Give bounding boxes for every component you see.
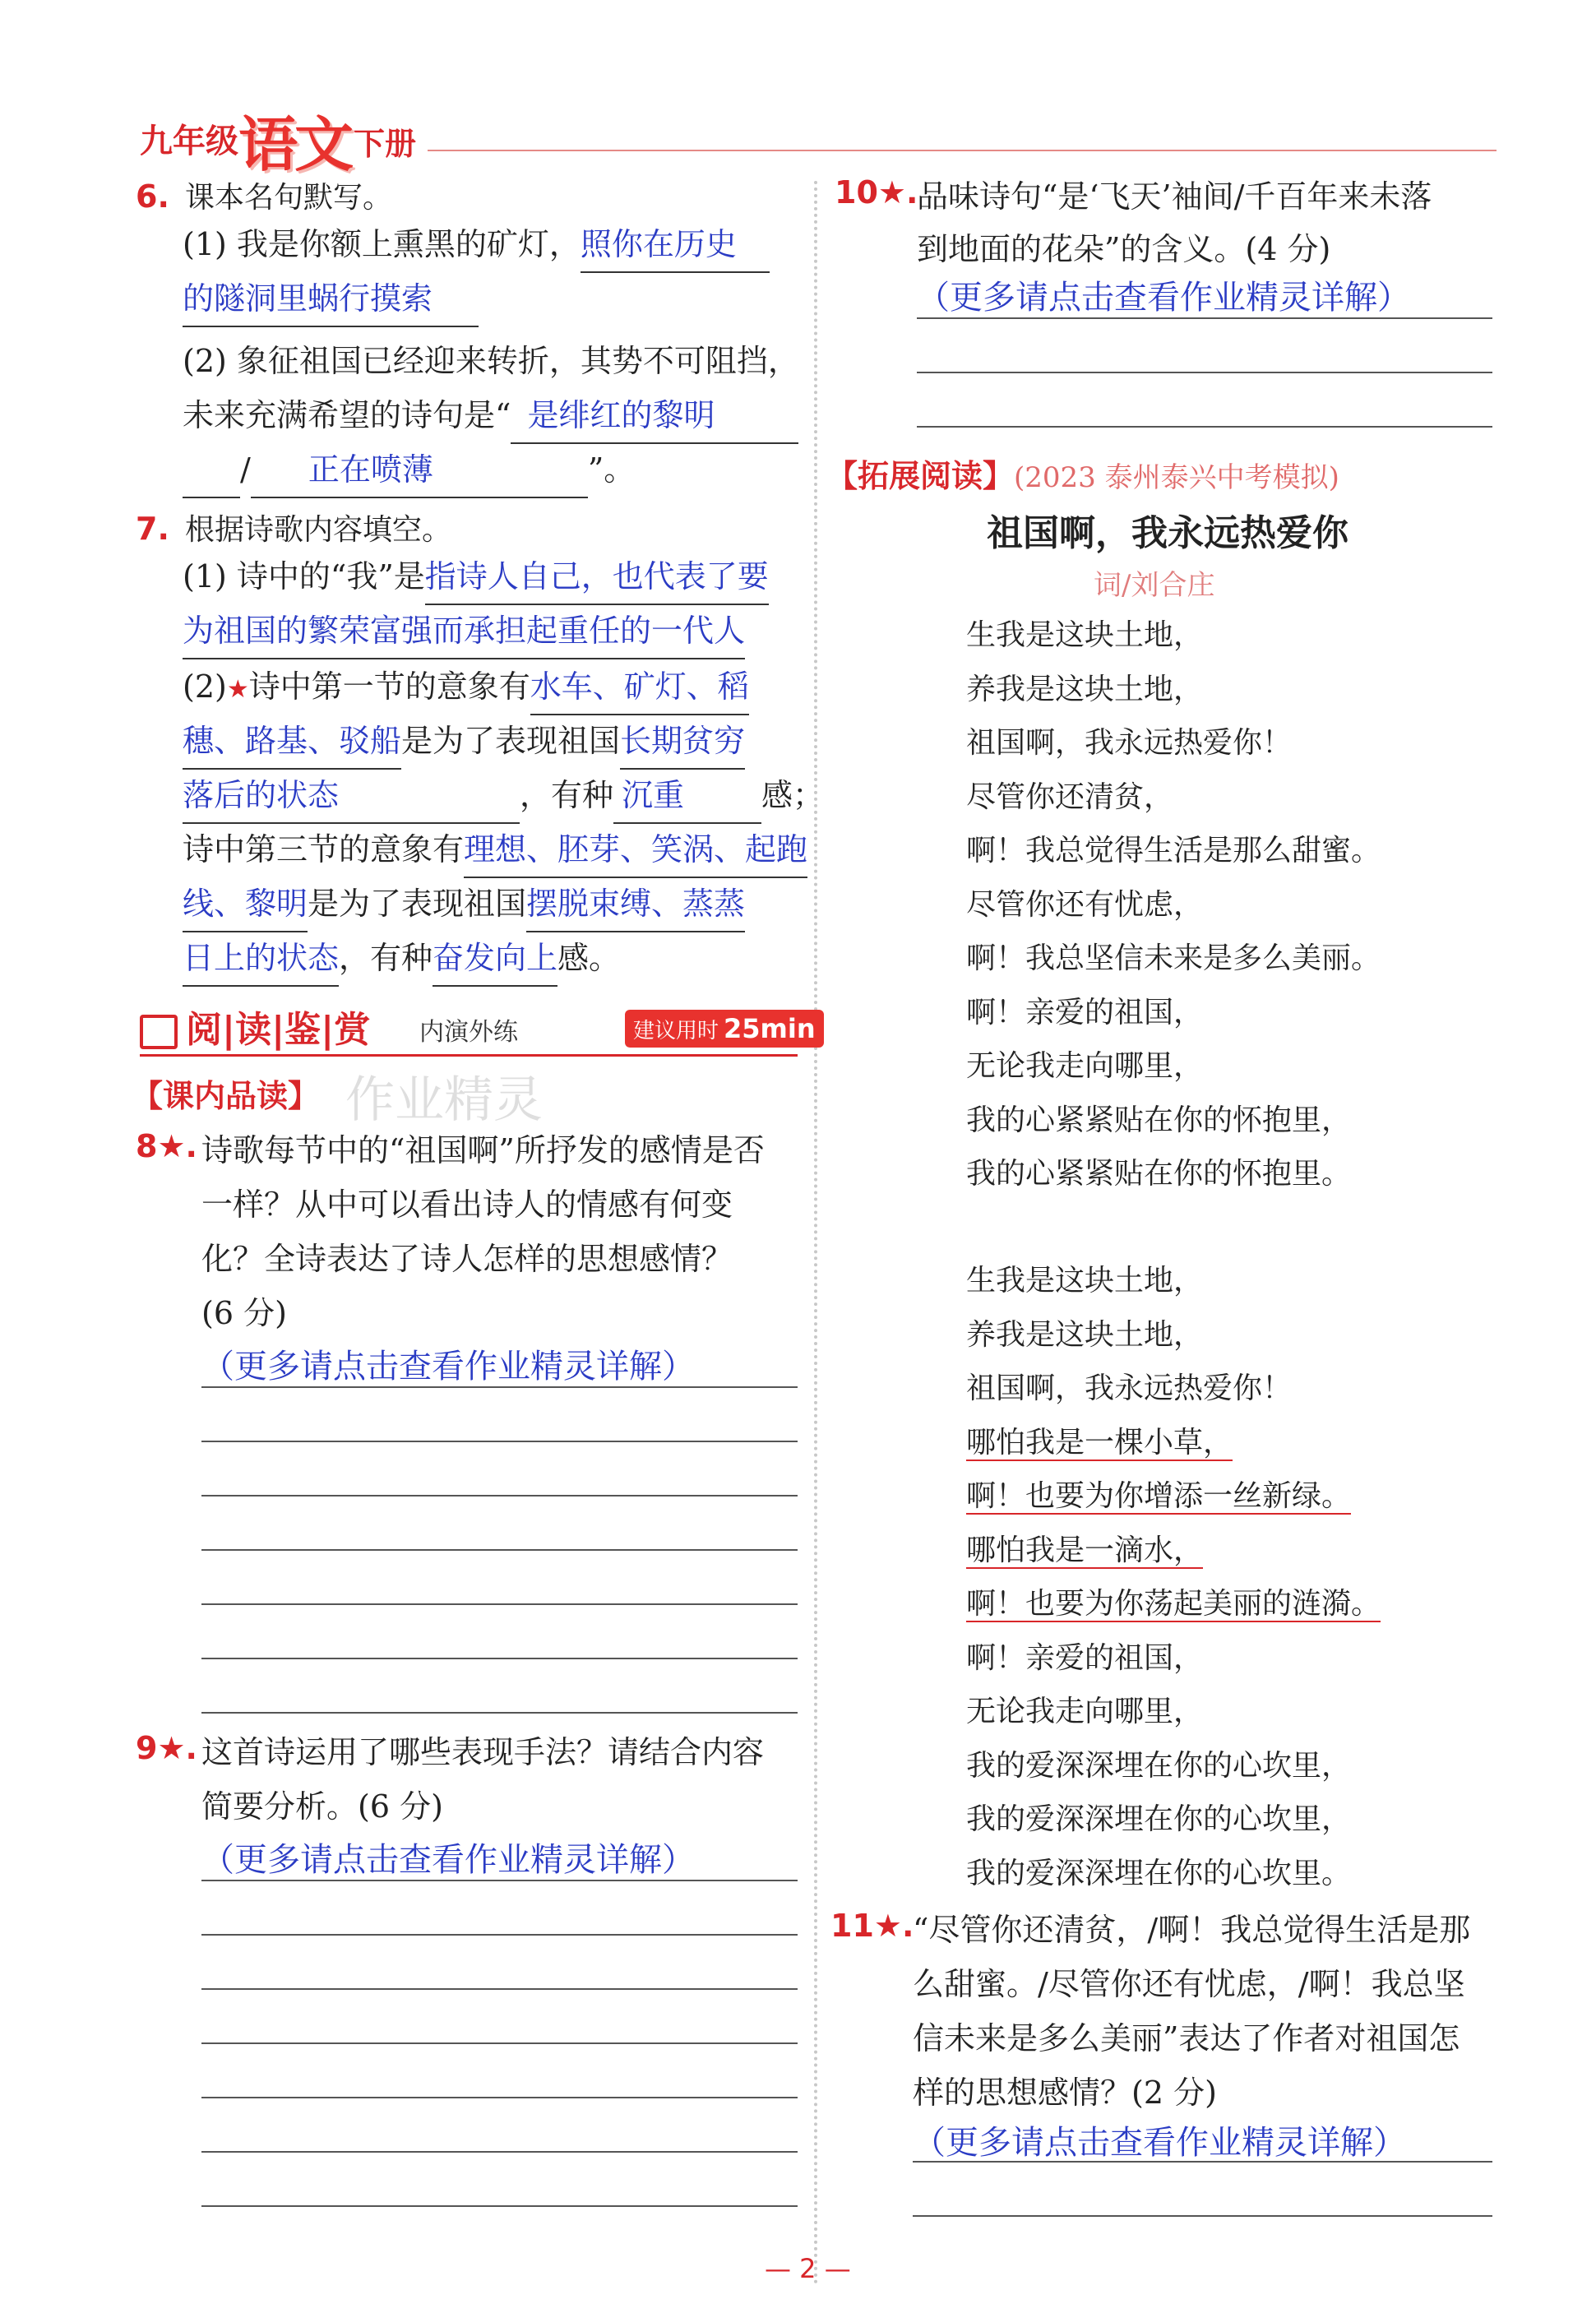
extended-reading-tag: 【拓展阅读】 — [826, 458, 1015, 494]
q9-answer-line-6[interactable] — [201, 2151, 798, 2153]
q11-line-1: “尽管你还清贫，/啊！我总觉得生活是那 — [913, 1912, 1471, 1948]
q7-p1-line1 — [183, 549, 769, 605]
q6-p2-prefix: 未来充满希望的诗句是“ — [183, 397, 511, 433]
q10-answer-line-2[interactable] — [917, 372, 1492, 373]
watermark-text: 作业精灵 — [345, 1071, 543, 1129]
q7-number: 7. — [136, 511, 169, 547]
q7-heading — [136, 507, 451, 548]
q11-line-3: 信未来是多么美丽”表达了作者对祖国怎 — [913, 2020, 1460, 2056]
poem-line: 我的爱深深埋在你的心坎里。 — [966, 1856, 1352, 1890]
header-volume: 下册 — [354, 126, 417, 162]
header-subject-logo: 语文 — [238, 110, 351, 179]
q6-p2-line2 — [183, 388, 798, 444]
poem-line-underlined — [966, 1524, 1381, 1578]
q7-title: 根据诗歌内容填空。 — [184, 513, 451, 547]
q6-p1-prefix: (1) 我是你额上熏黑的矿灯， — [183, 226, 581, 262]
q7-p3-text-1: 诗中第三节的意象有 — [183, 831, 465, 867]
q10-answer-line-1[interactable] — [917, 317, 1492, 319]
q7-p2-answer-5: 沉重 — [613, 768, 761, 824]
q8-answer-line-5[interactable] — [201, 1603, 798, 1605]
q7-p3-line3 — [183, 931, 620, 987]
q11-detail-link[interactable]: （更多请点击查看作业精灵详解） — [913, 2124, 1406, 2162]
q6-p1-line2 — [183, 271, 479, 327]
q7-p2-line3 — [183, 768, 824, 824]
poem-line: 啊！亲爱的祖国， — [966, 995, 1204, 1029]
poem-line: 啊！亲爱的祖国， — [966, 1640, 1204, 1675]
q10-line-2: 到地面的花朵”的含义。(4 分) — [917, 231, 1331, 267]
poem-line: 养我是这块土地， — [966, 672, 1204, 706]
q7-p3-text-3: ，有种 — [339, 940, 433, 976]
q9-answer-line-5[interactable] — [201, 2097, 798, 2098]
q11-line-2: 么甜蜜。/尽管你还有忧虑，/啊！我总坚 — [913, 1966, 1465, 2002]
poem-line: 生我是这块土地， — [966, 618, 1204, 652]
q9-answer-line-3[interactable] — [201, 1988, 798, 1990]
poem-line: 尽管你还有忧虑， — [966, 887, 1204, 922]
q7-p2-answer-3: 长期贫穷 — [620, 714, 745, 770]
q7-p2-answer-1: 水车、矿灯、稻 — [530, 659, 749, 715]
q7-p3-text-4: 感。 — [557, 940, 621, 976]
q6-p2-answer-2: 正在喷薄 — [251, 442, 588, 498]
q7-p3-text-2: 是为了表现祖国 — [308, 886, 527, 922]
q6-p2-end: ”。 — [587, 451, 636, 488]
q8-answer-line-6[interactable] — [201, 1658, 798, 1659]
page-number: — 2 — — [765, 2253, 851, 2284]
poem-underlined-text: 哪怕我是一滴水， — [966, 1533, 1204, 1567]
extended-reading-heading — [826, 451, 1339, 496]
suggested-time-badge — [625, 1010, 824, 1048]
inner-reading-tag: 【课内品读】 — [132, 1078, 320, 1114]
q7-p3-answer-2: 线、黎明 — [183, 877, 308, 932]
q6-p1-answer-1: 照你在历史 — [581, 217, 770, 273]
q9-line-2: 简要分析。(6 分) — [201, 1788, 443, 1825]
q9-line-1: 这首诗运用了哪些表现手法？请结合内容 — [201, 1734, 765, 1770]
q6-p1-line1 — [183, 217, 770, 273]
q11-line-4: 样的思想感情？(2 分) — [913, 2075, 1217, 2111]
poem-line: 祖国啊，我永远热爱你！ — [966, 726, 1293, 760]
poem-line: 尽管你还清贫， — [966, 779, 1174, 814]
q10-detail-link[interactable]: （更多请点击查看作业精灵详解） — [917, 279, 1410, 317]
q7-p2-answer-4: 落后的状态 — [183, 768, 520, 824]
q8-answer-line-7[interactable] — [201, 1712, 798, 1714]
poem-line: 我的心紧紧贴在你的怀抱里。 — [966, 1157, 1352, 1191]
q7-p2-star: ★ — [226, 675, 249, 704]
header-grade: 九年级 — [140, 123, 238, 160]
poem-line: 祖国啊，我永远热爱你！ — [966, 1372, 1293, 1405]
q10-line-1: 品味诗句“是‘飞天’袖间/千百年来未落 — [917, 178, 1432, 215]
q7-p1-answer-1: 指诗人自己，也代表了要 — [425, 549, 769, 605]
q7-p2-prefix: (2) — [183, 668, 227, 705]
q6-p2-answer-1: 是绯红的黎明 — [511, 388, 798, 444]
poem-underlined-text: 啊！也要为你增添一丝新绿。 — [966, 1479, 1352, 1513]
book-icon — [140, 1015, 178, 1049]
poem-line-underlined — [966, 1416, 1381, 1470]
q6-p2-line3 — [183, 442, 635, 498]
q6-number: 6. — [136, 178, 169, 215]
poem-underlined-text: 哪怕我是一棵小草， — [966, 1425, 1233, 1460]
q8-number: 8★. — [136, 1128, 197, 1164]
q6-title: 课本名句默写。 — [184, 181, 392, 215]
q9-answer-line-7[interactable] — [201, 2205, 798, 2207]
poem-line-underlined — [966, 1577, 1381, 1631]
poem-author: 词/刘合庄 — [1094, 569, 1215, 602]
q7-p3-answer-5: 奋发向上 — [433, 931, 557, 987]
q9-answer-line-2[interactable] — [201, 1934, 798, 1936]
q7-p2-answer-2: 穗、路基、驳船 — [183, 714, 401, 770]
q8-line-2: 一样？从中可以看出诗人的情感有何变 — [201, 1187, 733, 1223]
poem-title: 祖国啊，我永远热爱你 — [987, 512, 1349, 554]
q6-p2-line1: (2) 象征祖国已经迎来转折，其势不可阻挡， — [183, 343, 799, 379]
q8-answer-line-1[interactable] — [201, 1386, 798, 1388]
reading-section-title — [140, 1000, 370, 1052]
q7-p1-prefix: (1) 诗中的“我”是 — [183, 558, 425, 594]
column-divider — [814, 181, 817, 2286]
poem-stanza-1 — [966, 608, 1381, 1201]
q7-p2-text-2: 是为了表现祖国 — [401, 723, 621, 759]
q6-p2-blank — [183, 442, 240, 498]
q7-p1-answer-2: 为祖国的繁荣富强而承担起重任的一代人 — [183, 604, 745, 659]
q8-answer-line-2[interactable] — [201, 1441, 798, 1442]
poem-line: 养我是这块土地， — [966, 1317, 1204, 1352]
q9-number: 9★. — [136, 1730, 197, 1766]
q9-answer-line-1[interactable] — [201, 1880, 798, 1881]
q11-answer-line-2[interactable] — [913, 2215, 1492, 2217]
poem-line: 生我是这块土地， — [966, 1264, 1204, 1298]
q8-detail-link[interactable]: （更多请点击查看作业精灵详解） — [201, 1348, 695, 1385]
poem-line: 无论我走向哪里， — [966, 1049, 1204, 1083]
reading-rule — [140, 1054, 798, 1057]
poem-line: 我的心紧紧贴在你的怀抱里， — [966, 1103, 1352, 1137]
q8-answer-line-4[interactable] — [201, 1549, 798, 1551]
q8-answer-line-3[interactable] — [201, 1495, 798, 1497]
poem-line: 啊！我总坚信未来是多么美丽。 — [966, 941, 1381, 975]
q7-p3-line2 — [183, 877, 745, 932]
poem-stanza-2 — [966, 1254, 1381, 1900]
q7-p2-line2 — [183, 714, 745, 770]
q10-answer-line-3[interactable] — [917, 426, 1492, 428]
q6-p2-slash: / — [240, 451, 251, 488]
time-value: 25min — [724, 1013, 816, 1044]
q8-line-4: (6 分) — [201, 1295, 287, 1331]
q11-answer-line-1[interactable] — [913, 2161, 1492, 2163]
q11-number: 11★. — [830, 1908, 914, 1944]
q7-p2-text-3: ，有种 — [520, 777, 614, 813]
poem-line: 啊！我总觉得生活是那么甜蜜。 — [966, 834, 1381, 867]
q10-number: 10★. — [835, 174, 918, 210]
header-rule — [428, 150, 1497, 151]
q7-p3-answer-4: 日上的状态 — [183, 931, 339, 987]
reading-title-text: 阅|读|鉴|赏 — [186, 1009, 371, 1051]
q7-p1-line2 — [183, 604, 745, 659]
q7-p3-line1 — [183, 822, 807, 878]
poem-line: 我的爱深深埋在你的心坎里， — [966, 1802, 1352, 1836]
reading-subtitle: 内演外练 — [419, 1018, 518, 1047]
time-label: 建议用时 — [633, 1019, 719, 1043]
q7-p2-line1 — [183, 659, 749, 717]
q7-p3-answer-3: 摆脱束缚、蒸蒸 — [526, 877, 745, 932]
poem-line-underlined — [966, 1469, 1381, 1524]
poem-line: 无论我走向哪里， — [966, 1695, 1204, 1728]
q8-line-1: 诗歌每节中的“祖国啊”所抒发的感情是否 — [201, 1132, 765, 1168]
q9-answer-line-4[interactable] — [201, 2042, 798, 2044]
q8-line-3: 化？全诗表达了诗人怎样的思想感情？ — [201, 1241, 733, 1277]
q7-p2-text-1: 诗中第一节的意象有 — [248, 668, 530, 705]
extended-reading-source: (2023 泰州泰兴中考模拟) — [1014, 461, 1339, 494]
q6-heading — [136, 174, 392, 216]
poem-underlined-text: 啊！也要为你荡起美丽的涟漪。 — [966, 1587, 1381, 1621]
q7-p2-text-4: 感； — [761, 777, 825, 813]
poem-line: 我的爱深深埋在你的心坎里， — [966, 1748, 1352, 1783]
q7-p3-answer-1: 理想、胚芽、笑涡、起跑 — [464, 822, 807, 878]
q6-p1-answer-2: 的隧洞里蜗行摸索 — [183, 271, 479, 327]
q9-detail-link[interactable]: （更多请点击查看作业精灵详解） — [201, 1841, 695, 1879]
